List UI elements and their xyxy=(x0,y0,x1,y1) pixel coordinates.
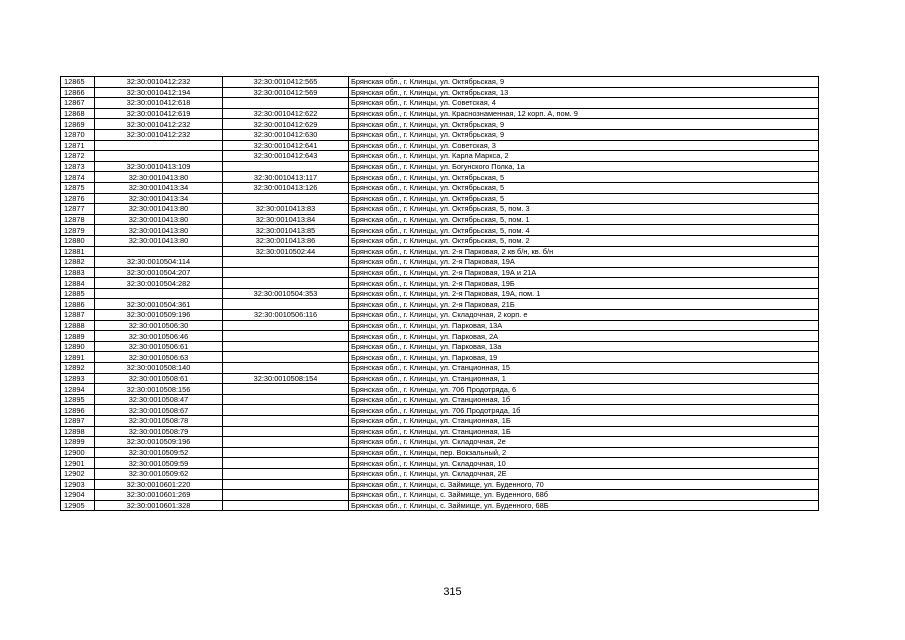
row-number-cell: 12905 xyxy=(61,500,95,511)
table-row xyxy=(61,405,819,416)
row-number-cell: 12885 xyxy=(61,288,95,299)
object-cadastral-number-cell xyxy=(223,437,349,448)
land-cadastral-number-cell: 32:30:0010413:80 xyxy=(95,214,223,225)
table-row xyxy=(61,288,819,299)
object-cadastral-number-cell xyxy=(223,394,349,405)
address-cell: Брянская обл., г. Клинцы, ул. Октябрьская, 9 xyxy=(349,77,819,88)
object-cadastral-number-cell: 32:30:0010412:569 xyxy=(223,87,349,98)
row-number-cell: 12902 xyxy=(61,468,95,479)
address-cell: Брянская обл., г. Клинцы, ул. 706 Продотряда, 1б xyxy=(349,405,819,416)
land-cadastral-number-cell xyxy=(95,246,223,257)
object-cadastral-number-cell: 32:30:0010412:641 xyxy=(223,140,349,151)
table-row xyxy=(61,384,819,395)
table-row xyxy=(61,310,819,321)
table-row xyxy=(61,394,819,405)
table-row xyxy=(61,267,819,278)
object-cadastral-number-cell xyxy=(223,426,349,437)
land-cadastral-number-cell: 32:30:0010413:80 xyxy=(95,204,223,215)
address-cell: Брянская обл., г. Клинцы, ул. Станционная, 1б xyxy=(349,394,819,405)
table-row xyxy=(61,172,819,183)
land-cadastral-number-cell xyxy=(95,140,223,151)
address-cell: Брянская обл., г. Клинцы, ул. 706 Продотряда, 6 xyxy=(349,384,819,395)
table-row xyxy=(61,490,819,501)
object-cadastral-number-cell xyxy=(223,257,349,268)
table-row xyxy=(61,204,819,215)
object-cadastral-number-cell: 32:30:0010413:83 xyxy=(223,204,349,215)
address-cell: Брянская обл., г. Клинцы, ул. Станционная, 15 xyxy=(349,363,819,374)
address-cell: Брянская обл., г. Клинцы, ул. Октябрьская, 5, пом. 1 xyxy=(349,214,819,225)
table-row xyxy=(61,373,819,384)
land-cadastral-number-cell: 32:30:0010504:282 xyxy=(95,278,223,289)
land-cadastral-number-cell xyxy=(95,151,223,162)
table-row xyxy=(61,235,819,246)
table-row xyxy=(61,341,819,352)
object-cadastral-number-cell: 32:30:0010413:126 xyxy=(223,182,349,193)
object-cadastral-number-cell: 32:30:0010413:86 xyxy=(223,235,349,246)
row-number-cell: 12867 xyxy=(61,98,95,109)
row-number-cell: 12868 xyxy=(61,108,95,119)
document-sheet xyxy=(60,76,818,511)
row-number-cell: 12900 xyxy=(61,447,95,458)
row-number-cell: 12897 xyxy=(61,416,95,427)
address-cell: Брянская обл., г. Клинцы, ул. Советская, 4 xyxy=(349,98,819,109)
object-cadastral-number-cell: 32:30:0010412:630 xyxy=(223,129,349,140)
table-row xyxy=(61,98,819,109)
object-cadastral-number-cell: 32:30:0010504:353 xyxy=(223,288,349,299)
object-cadastral-number-cell xyxy=(223,384,349,395)
table-row xyxy=(61,129,819,140)
land-cadastral-number-cell: 32:30:0010413:34 xyxy=(95,193,223,204)
row-number-cell: 12876 xyxy=(61,193,95,204)
object-cadastral-number-cell: 32:30:0010412:643 xyxy=(223,151,349,162)
row-number-cell: 12891 xyxy=(61,352,95,363)
row-number-cell: 12865 xyxy=(61,77,95,88)
address-cell: Брянская обл., г. Клинцы, ул. Станционная, 1 xyxy=(349,373,819,384)
object-cadastral-number-cell xyxy=(223,479,349,490)
row-number-cell: 12896 xyxy=(61,405,95,416)
address-cell: Брянская обл., г. Клинцы, ул. Октябрьская, 5 xyxy=(349,172,819,183)
object-cadastral-number-cell xyxy=(223,193,349,204)
table-row xyxy=(61,458,819,469)
land-cadastral-number-cell: 32:30:0010601:220 xyxy=(95,479,223,490)
land-cadastral-number-cell: 32:30:0010504:207 xyxy=(95,267,223,278)
object-cadastral-number-cell: 32:30:0010412:629 xyxy=(223,119,349,130)
land-cadastral-number-cell: 32:30:0010504:114 xyxy=(95,257,223,268)
address-cell: Брянская обл., г. Клинцы, ул. Октябрьская, 13 xyxy=(349,87,819,98)
address-cell: Брянская обл., г. Клинцы, ул. Октябрьская, 5, пом. 3 xyxy=(349,204,819,215)
row-number-cell: 12869 xyxy=(61,119,95,130)
object-cadastral-number-cell: 32:30:0010413:84 xyxy=(223,214,349,225)
table-row xyxy=(61,225,819,236)
row-number-cell: 12882 xyxy=(61,257,95,268)
address-cell: Брянская обл., г. Клинцы, ул. 2-я Парковая, 19А, пом. 1 xyxy=(349,288,819,299)
table-row xyxy=(61,161,819,172)
row-number-cell: 12884 xyxy=(61,278,95,289)
cadastral-table xyxy=(60,76,819,511)
address-cell: Брянская обл., г. Клинцы, ул. Станционная, 1Б xyxy=(349,426,819,437)
address-cell: Брянская обл., г. Клинцы, ул. Парковая, 2А xyxy=(349,331,819,342)
table-row xyxy=(61,278,819,289)
object-cadastral-number-cell xyxy=(223,278,349,289)
address-cell: Брянская обл., г. Клинцы, ул. Складочная, 2Е xyxy=(349,468,819,479)
land-cadastral-number-cell: 32:30:0010413:109 xyxy=(95,161,223,172)
table-row xyxy=(61,479,819,490)
page-number: 315 xyxy=(443,586,462,598)
land-cadastral-number-cell: 32:30:0010506:46 xyxy=(95,331,223,342)
row-number-cell: 12903 xyxy=(61,479,95,490)
land-cadastral-number-cell xyxy=(95,288,223,299)
address-cell: Брянская обл., г. Клинцы, ул. 2-я Парковая, 19А xyxy=(349,257,819,268)
row-number-cell: 12894 xyxy=(61,384,95,395)
land-cadastral-number-cell: 32:30:0010506:30 xyxy=(95,320,223,331)
object-cadastral-number-cell: 32:30:0010502:44 xyxy=(223,246,349,257)
table-row xyxy=(61,331,819,342)
row-number-cell: 12875 xyxy=(61,182,95,193)
land-cadastral-number-cell: 32:30:0010413:80 xyxy=(95,225,223,236)
table-row xyxy=(61,151,819,162)
land-cadastral-number-cell: 32:30:0010413:80 xyxy=(95,172,223,183)
land-cadastral-number-cell: 32:30:0010412:619 xyxy=(95,108,223,119)
object-cadastral-number-cell xyxy=(223,363,349,374)
address-cell: Брянская обл., г. Клинцы, с. Займище, ул. Буденного, 68Б xyxy=(349,500,819,511)
table-row xyxy=(61,363,819,374)
row-number-cell: 12889 xyxy=(61,331,95,342)
row-number-cell: 12892 xyxy=(61,363,95,374)
object-cadastral-number-cell: 32:30:0010412:565 xyxy=(223,77,349,88)
land-cadastral-number-cell: 32:30:0010508:140 xyxy=(95,363,223,374)
row-number-cell: 12874 xyxy=(61,172,95,183)
land-cadastral-number-cell: 32:30:0010506:61 xyxy=(95,341,223,352)
table-row xyxy=(61,437,819,448)
address-cell: Брянская обл., г. Клинцы, ул. Складочная, 2 корп. е xyxy=(349,310,819,321)
table-row xyxy=(61,119,819,130)
row-number-cell: 12904 xyxy=(61,490,95,501)
table-body xyxy=(61,77,819,511)
address-cell: Брянская обл., г. Клинцы, ул. Октябрьская, 5 xyxy=(349,182,819,193)
address-cell: Брянская обл., г. Клинцы, ул. Складочная, 10 xyxy=(349,458,819,469)
table-row xyxy=(61,352,819,363)
row-number-cell: 12890 xyxy=(61,341,95,352)
address-cell: Брянская обл., г. Клинцы, ул. Парковая, 13А xyxy=(349,320,819,331)
address-cell: Брянская обл., г. Клинцы, ул. Советская, 3 xyxy=(349,140,819,151)
row-number-cell: 12895 xyxy=(61,394,95,405)
land-cadastral-number-cell: 32:30:0010508:78 xyxy=(95,416,223,427)
row-number-cell: 12887 xyxy=(61,310,95,321)
row-number-cell: 12880 xyxy=(61,235,95,246)
row-number-cell: 12901 xyxy=(61,458,95,469)
land-cadastral-number-cell: 32:30:0010508:156 xyxy=(95,384,223,395)
object-cadastral-number-cell: 32:30:0010412:622 xyxy=(223,108,349,119)
row-number-cell: 12873 xyxy=(61,161,95,172)
table-row xyxy=(61,416,819,427)
table-row xyxy=(61,214,819,225)
row-number-cell: 12886 xyxy=(61,299,95,310)
object-cadastral-number-cell xyxy=(223,98,349,109)
table-row xyxy=(61,299,819,310)
land-cadastral-number-cell: 32:30:0010509:52 xyxy=(95,447,223,458)
object-cadastral-number-cell xyxy=(223,352,349,363)
address-cell: Брянская обл., г. Клинцы, ул. Парковая, 13а xyxy=(349,341,819,352)
row-number-cell: 12877 xyxy=(61,204,95,215)
address-cell: Брянская обл., г. Клинцы, пер. Вокзальный, 2 xyxy=(349,447,819,458)
table-row xyxy=(61,77,819,88)
row-number-cell: 12871 xyxy=(61,140,95,151)
table-row xyxy=(61,108,819,119)
object-cadastral-number-cell xyxy=(223,267,349,278)
address-cell: Брянская обл., г. Клинцы, ул. 2-я Парковая, 19Б xyxy=(349,278,819,289)
land-cadastral-number-cell: 32:30:0010508:47 xyxy=(95,394,223,405)
object-cadastral-number-cell xyxy=(223,500,349,511)
row-number-cell: 12879 xyxy=(61,225,95,236)
address-cell: Брянская обл., г. Клинцы, ул. Октябрьская, 9 xyxy=(349,129,819,140)
address-cell: Брянская обл., г. Клинцы, ул. Октябрьская, 9 xyxy=(349,119,819,130)
address-cell: Брянская обл., г. Клинцы, с. Займище, ул. Буденного, 68б xyxy=(349,490,819,501)
table-row xyxy=(61,257,819,268)
address-cell: Брянская обл., г. Клинцы, с. Займище, ул. Буденного, 70 xyxy=(349,479,819,490)
object-cadastral-number-cell xyxy=(223,416,349,427)
object-cadastral-number-cell: 32:30:0010413:117 xyxy=(223,172,349,183)
land-cadastral-number-cell: 32:30:0010508:67 xyxy=(95,405,223,416)
land-cadastral-number-cell: 32:30:0010601:269 xyxy=(95,490,223,501)
object-cadastral-number-cell xyxy=(223,405,349,416)
address-cell: Брянская обл., г. Клинцы, ул. Карла Маркса, 2 xyxy=(349,151,819,162)
address-cell: Брянская обл., г. Клинцы, ул. Краснознаменная, 12 корп. А, пом. 9 xyxy=(349,108,819,119)
address-cell: Брянская обл., г. Клинцы, ул. Станционная, 1Б xyxy=(349,416,819,427)
object-cadastral-number-cell xyxy=(223,320,349,331)
land-cadastral-number-cell: 32:30:0010412:618 xyxy=(95,98,223,109)
land-cadastral-number-cell: 32:30:0010508:61 xyxy=(95,373,223,384)
address-cell: Брянская обл., г. Клинцы, ул. 2-я Парковая, 19А и 21А xyxy=(349,267,819,278)
row-number-cell: 12881 xyxy=(61,246,95,257)
address-cell: Брянская обл., г. Клинцы, ул. Октябрьская, 5, пом. 2 xyxy=(349,235,819,246)
land-cadastral-number-cell: 32:30:0010509:59 xyxy=(95,458,223,469)
land-cadastral-number-cell: 32:30:0010413:34 xyxy=(95,182,223,193)
table-row xyxy=(61,87,819,98)
land-cadastral-number-cell: 32:30:0010508:79 xyxy=(95,426,223,437)
row-number-cell: 12893 xyxy=(61,373,95,384)
land-cadastral-number-cell: 32:30:0010412:232 xyxy=(95,119,223,130)
land-cadastral-number-cell: 32:30:0010504:361 xyxy=(95,299,223,310)
address-cell: Брянская обл., г. Клинцы, ул. Богунского Полка, 1а xyxy=(349,161,819,172)
address-cell: Брянская обл., г. Клинцы, ул. 2-я Парковая, 21Б xyxy=(349,299,819,310)
land-cadastral-number-cell: 32:30:0010412:232 xyxy=(95,129,223,140)
object-cadastral-number-cell: 32:30:0010508:154 xyxy=(223,373,349,384)
row-number-cell: 12866 xyxy=(61,87,95,98)
address-cell: Брянская обл., г. Клинцы, ул. Октябрьская, 5 xyxy=(349,193,819,204)
row-number-cell: 12888 xyxy=(61,320,95,331)
table-row xyxy=(61,140,819,151)
land-cadastral-number-cell: 32:30:0010509:196 xyxy=(95,310,223,321)
object-cadastral-number-cell xyxy=(223,299,349,310)
land-cadastral-number-cell: 32:30:0010509:62 xyxy=(95,468,223,479)
land-cadastral-number-cell: 32:30:0010601:328 xyxy=(95,500,223,511)
object-cadastral-number-cell xyxy=(223,490,349,501)
table-row xyxy=(61,182,819,193)
object-cadastral-number-cell xyxy=(223,161,349,172)
table-row xyxy=(61,468,819,479)
row-number-cell: 12899 xyxy=(61,437,95,448)
object-cadastral-number-cell xyxy=(223,458,349,469)
row-number-cell: 12878 xyxy=(61,214,95,225)
row-number-cell: 12883 xyxy=(61,267,95,278)
object-cadastral-number-cell xyxy=(223,468,349,479)
object-cadastral-number-cell: 32:30:0010506:116 xyxy=(223,310,349,321)
land-cadastral-number-cell: 32:30:0010412:232 xyxy=(95,77,223,88)
table-row xyxy=(61,500,819,511)
address-cell: Брянская обл., г. Клинцы, ул. 2-я Парковая, 2 кв б/н, кв. б/н xyxy=(349,246,819,257)
table-row xyxy=(61,193,819,204)
object-cadastral-number-cell xyxy=(223,331,349,342)
land-cadastral-number-cell: 32:30:0010506:63 xyxy=(95,352,223,363)
table-row xyxy=(61,246,819,257)
object-cadastral-number-cell xyxy=(223,341,349,352)
address-cell: Брянская обл., г. Клинцы, ул. Парковая, 19 xyxy=(349,352,819,363)
land-cadastral-number-cell: 32:30:0010412:194 xyxy=(95,87,223,98)
row-number-cell: 12872 xyxy=(61,151,95,162)
row-number-cell: 12870 xyxy=(61,129,95,140)
address-cell: Брянская обл., г. Клинцы, ул. Складочная, 2е xyxy=(349,437,819,448)
object-cadastral-number-cell: 32:30:0010413:85 xyxy=(223,225,349,236)
land-cadastral-number-cell: 32:30:0010509:196 xyxy=(95,437,223,448)
land-cadastral-number-cell: 32:30:0010413:80 xyxy=(95,235,223,246)
row-number-cell: 12898 xyxy=(61,426,95,437)
table-row xyxy=(61,320,819,331)
table-row xyxy=(61,447,819,458)
address-cell: Брянская обл., г. Клинцы, ул. Октябрьская, 5, пом. 4 xyxy=(349,225,819,236)
object-cadastral-number-cell xyxy=(223,447,349,458)
table-row xyxy=(61,426,819,437)
